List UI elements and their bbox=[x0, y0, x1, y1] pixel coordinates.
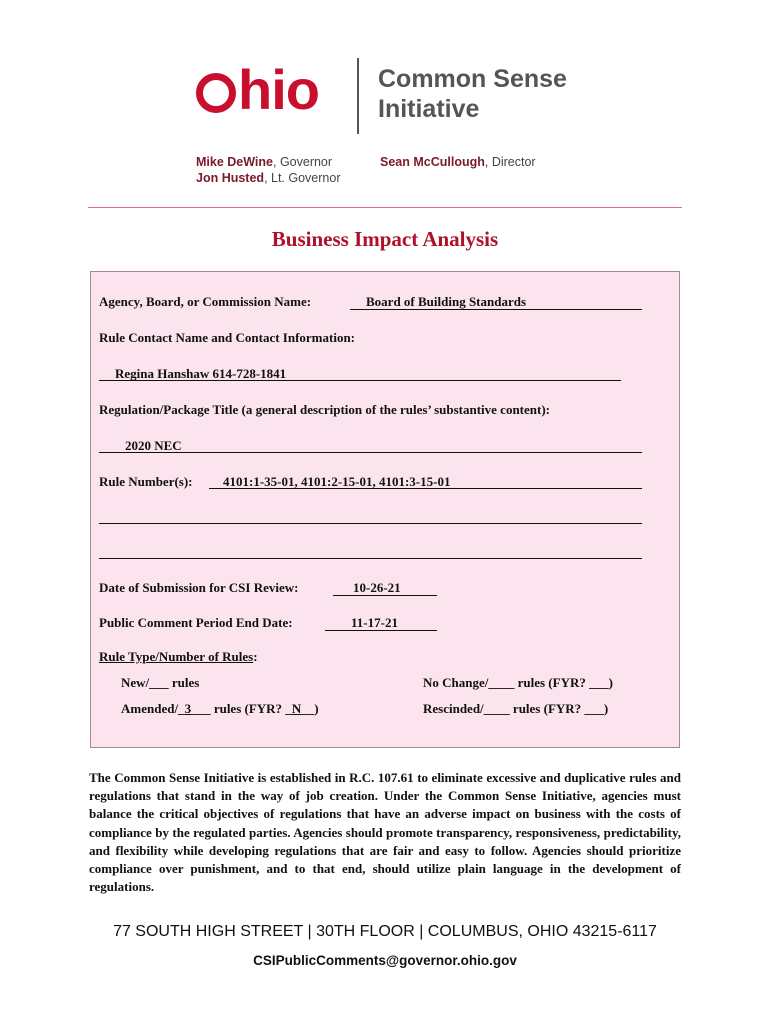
footer-email-link[interactable]: CSIPublicComments@governor.ohio.gov bbox=[253, 953, 517, 968]
agency-field[interactable]: Board of Building Standards bbox=[366, 294, 527, 309]
amended-suffix: __) bbox=[301, 701, 319, 716]
comment-end-label: Public Comment Period End Date: bbox=[99, 615, 293, 630]
contact-label: Rule Contact Name and Contact Information: bbox=[99, 330, 356, 345]
submission-date-field[interactable]: 10-26-21 bbox=[353, 580, 401, 595]
blank-line-1[interactable] bbox=[99, 523, 642, 524]
new-rules-field[interactable]: New/___ rules bbox=[121, 675, 200, 690]
csi-title-line1: Common Sense bbox=[378, 65, 567, 93]
ohio-logo-text: hio bbox=[238, 58, 319, 121]
governor-title: , Governor bbox=[273, 155, 333, 169]
governor-name: Mike DeWine bbox=[196, 155, 273, 169]
regulation-title-label: Regulation/Package Title (a general description of the rules’ substantive content): bbox=[99, 402, 550, 417]
director-title: , Director bbox=[484, 155, 536, 169]
blank-line-2[interactable] bbox=[99, 558, 642, 559]
agency-label: Agency, Board, or Commission Name: bbox=[99, 294, 312, 309]
csi-title-line2: Initiative bbox=[378, 95, 480, 123]
header-divider bbox=[88, 207, 682, 208]
rule-type-heading-text: Rule Type/Number of Rules bbox=[99, 649, 254, 664]
lt-governor-title: , Lt. Governor bbox=[264, 171, 341, 185]
footer-address: 77 SOUTH HIGH STREET | 30TH FLOOR | COLUMBUS, OHIO 43215-6117 bbox=[113, 923, 657, 940]
director-name: Sean McCullough bbox=[380, 155, 485, 169]
contact-field[interactable]: Regina Hanshaw 614-728-1841 bbox=[115, 366, 287, 381]
ohio-o-icon bbox=[196, 73, 236, 113]
rule-type-heading bbox=[99, 649, 258, 665]
lt-governor-name: Jon Husted bbox=[196, 171, 265, 185]
amended-fyr[interactable]: N bbox=[291, 701, 302, 716]
director-block bbox=[380, 154, 536, 170]
csi-title bbox=[378, 64, 567, 124]
ohio-logo bbox=[196, 58, 319, 121]
rule-numbers-label: Rule Number(s): bbox=[99, 474, 193, 489]
csi-description-paragraph: The Common Sense Initiative is established in R.C. 107.61 to eliminate excessive and duplicative rules and regulations that stand in the way of job creation. Under the Common Sense Initiative, agencies must balance the critical objectives of regulations that have an adverse impact on business with the costs of compliance by the regulated parties. Agencies should promote transparency, responsiveness, predictability, and flexibility while developing regulations that are fair and easy to follow. Agencies should prioritize compliance over punishment, and to that end, should utilize plain language in the development of regulations. bbox=[89, 770, 681, 895]
amended-mid: ___ rules (FYR? _ bbox=[191, 701, 292, 716]
comment-end-field[interactable]: 11-17-21 bbox=[351, 615, 398, 630]
regulation-title-field[interactable]: 2020 NEC bbox=[125, 438, 182, 453]
rule-numbers-field[interactable]: 4101:1-35-01, 4101:2-15-01, 4101:3-15-01 bbox=[223, 474, 451, 489]
no-change-rules-field[interactable]: No Change/____ rules (FYR? ___) bbox=[423, 675, 613, 690]
rule-type-colon: : bbox=[253, 649, 258, 664]
rescinded-rules-field[interactable]: Rescinded/____ rules (FYR? ___) bbox=[423, 701, 609, 716]
amended-count[interactable]: 3 bbox=[184, 701, 192, 716]
logo-divider bbox=[357, 58, 359, 134]
amended-rules-field[interactable] bbox=[121, 701, 319, 717]
form-box bbox=[90, 271, 680, 748]
submission-date-label: Date of Submission for CSI Review: bbox=[99, 580, 299, 595]
governor-block bbox=[196, 154, 341, 186]
amended-prefix: Amended/_ bbox=[121, 701, 185, 716]
page-title: Business Impact Analysis bbox=[271, 227, 499, 251]
